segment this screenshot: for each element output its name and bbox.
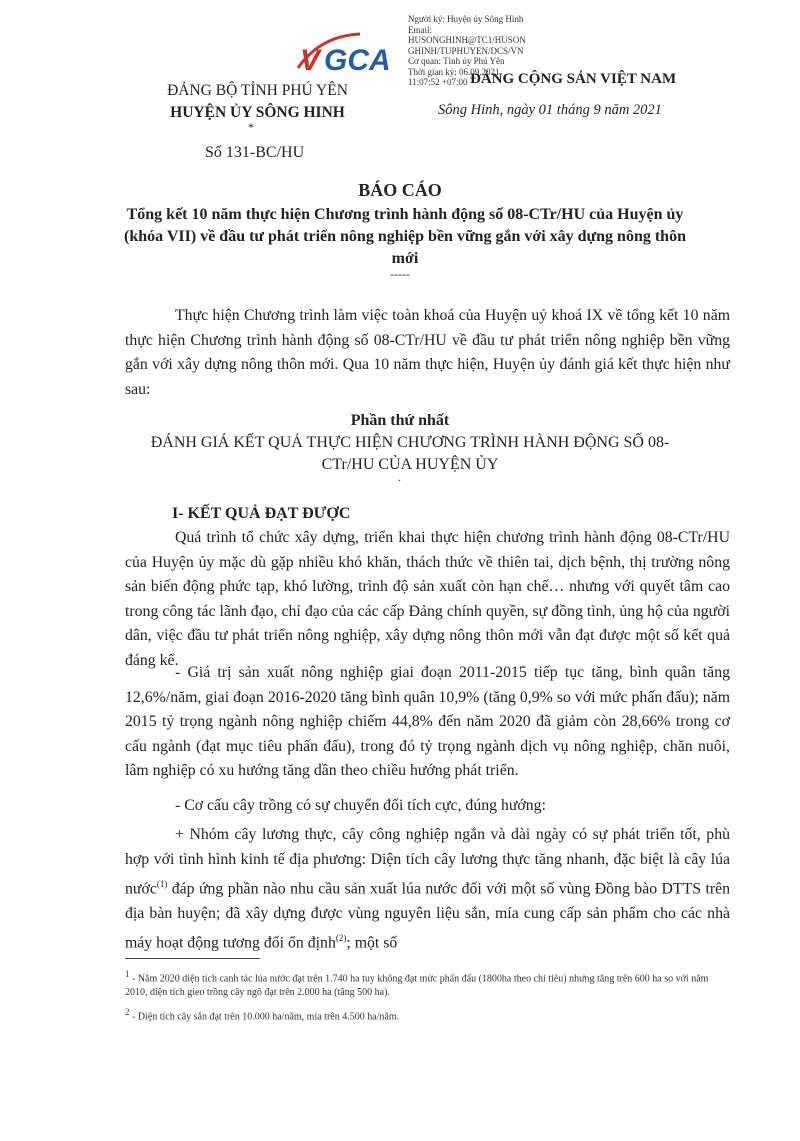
signature-line: Thời gian ký: 06.09.2021	[408, 66, 500, 77]
signature-line: 11:07:52 +07:00	[408, 77, 468, 87]
part-label-text: Phần thứ nhất	[350, 412, 450, 429]
paragraph-4-text-a: + Nhóm cây lương thực, cây công nghiệp ngắn và dài ngày có sự phát triển tốt, phù hợp với tình hình kinh tế địa phương: Diện tích cây lương thực tăng nhanh, đặc biệt là cây lúa nước	[125, 826, 730, 898]
document-subtitle: Tổng kết 10 năm thực hiện Chương trình hành động số 08-CTr/HU của Huyện ủy (khóa VII) về đầu tư phát triển nông nghiệp bền vững gắn với xây dựng nông thôn mới	[124, 206, 686, 267]
footnote-2-text: - Diện tích cây sắn đạt trên 10.000 ha/năm, mía trên 4.500 ha/năm.	[129, 1011, 400, 1023]
paragraph-2-text: - Giá trị sản xuất nông nghiệp giai đoạn 2011-2015 tiếp tục tăng, bình quân tăng 12,6%/năm, giai đoạn 2016-2020 tăng bình quân 10,9% (tăng 0,9% so với mức phấn đấu); năm 2015 tỷ trọng ngành nông nghiệp chiếm 44,8% đến năm 2020 đã giảm còn 28,66% trong cơ cấu ngành (đạt mục tiêu phấn đấu), trong đó tỷ trọng ngành dịch vụ nông nghiệp, chăn nuôi, lâm nghiệp có xu hướng tăng dần theo chiều hướng phát triển.	[125, 664, 730, 779]
footnote-1-text: - Năm 2020 diện tích canh tác lúa nước đạt trên 1.740 ha tuy không đạt mức phấn đấu (1800ha theo chỉ tiêu) nhưng tăng trên 600 ha so với năm 2010, diện tích gieo trồng cây ngô đạt trên 2.000 ha (tăng 500 ha).	[125, 973, 709, 999]
document-title: BÁO CÁO	[358, 180, 442, 200]
logo-v: V	[300, 44, 321, 77]
signature-line: Người ký: Huyện ủy Sông Hinh	[408, 14, 524, 24]
party-name: ĐẢNG CỘNG SẢN VIỆT NAM	[470, 71, 677, 87]
paragraph-4	[125, 823, 730, 956]
header-star: *	[248, 120, 254, 134]
footnote-2	[125, 1005, 730, 1024]
signature-line: Cơ quan: Tỉnh ủy Phú Yên	[408, 56, 505, 66]
intro-paragraph	[125, 304, 730, 402]
logo-gca: GCA	[324, 44, 391, 77]
part-dot: .	[398, 470, 401, 484]
signature-line: Email:	[408, 24, 432, 35]
part-title: ĐÁNH GIÁ KẾT QUẢ THỰC HIỆN CHƯƠNG TRÌNH HÀNH ĐỘNG SỐ 08-CTr/HU CỦA HUYỆN ỦY	[150, 434, 670, 473]
paragraph-3-text: - Cơ cấu cây trồng có sự chuyển đổi tích cực, đúng hướng:	[175, 797, 546, 814]
paragraph-2	[125, 661, 730, 784]
paragraph-1	[125, 526, 730, 673]
footnote-ref-1[interactable]: (1)	[156, 879, 168, 889]
org-line-1: ĐẢNG BỘ TỈNH PHÚ YÊN	[167, 82, 348, 99]
paragraph-1-text: Quá trình tổ chức xây dựng, triển khai thực hiện chương trình hành động 08-CTr/HU của Huyện ủy mặc dù gặp nhiều khó khăn, thách thức về thiên tai, dịch bệnh, thị trường nông sản biến động phức tạp, khó lường, trình độ sản xuất còn hạn chế… nhưng với quyết tâm cao trong công tác lãnh đạo, chỉ đạo của các cấp Đảng chính quyền, sự đồng tình, ủng hộ của người dân, việc đầu tư phát triển nông nghiệp, xây dựng nông thôn mới vẫn đạt được một số kết quả đáng kể.	[125, 529, 730, 669]
issuing-organization	[150, 80, 365, 124]
paragraph-4-text-c: ; một số	[346, 934, 398, 952]
org-line-2: HUYỆN ỦY SÔNG HINH	[170, 104, 345, 121]
paragraph-4-text-b: đáp ứng phần nào nhu cầu sản xuất lúa nước đối với một số vùng Đồng bào DTTS trên địa bàn huyện; đã xây dựng được vùng nguyên liệu sắn, mía cung cấp sản phẩm cho các nhà máy hoạt động tương đối ổn định	[125, 880, 730, 952]
footnote-1-mark: 1	[125, 969, 130, 979]
footnote-separator	[125, 958, 260, 959]
footnote-ref-2[interactable]: (2)	[335, 933, 347, 944]
part-label	[0, 412, 800, 430]
title-divider: -----	[390, 267, 410, 281]
intro-text: Thực hiện Chương trình làm việc toàn khoá của Huyện uỷ khoá IX về tổng kết 10 năm thực hiện Chương trình hành động số 08-CTr/HU về đầu tư phát triển nông nghiệp bền vững gắn với xây dựng nông thôn mới. Qua 10 năm thực hiện, Huyện ủy đánh giá kết thực hiện như sau:	[125, 307, 730, 398]
paragraph-3	[125, 794, 730, 819]
footnote-2-mark: 2	[125, 1007, 130, 1017]
signature-line: HUSONGHINH@TC1/HUSON	[408, 35, 526, 45]
footnote-1	[125, 967, 730, 1000]
section-heading: I- KẾT QUẢ ĐẠT ĐƯỢC	[172, 505, 351, 522]
signature-line: GHINH/TUPHUYEN/DCS/VN	[408, 45, 524, 56]
document-number: Số 131-BC/HU	[205, 144, 305, 161]
dateline: Sông Hinh, ngày 01 tháng 9 năm 2021	[438, 102, 662, 118]
